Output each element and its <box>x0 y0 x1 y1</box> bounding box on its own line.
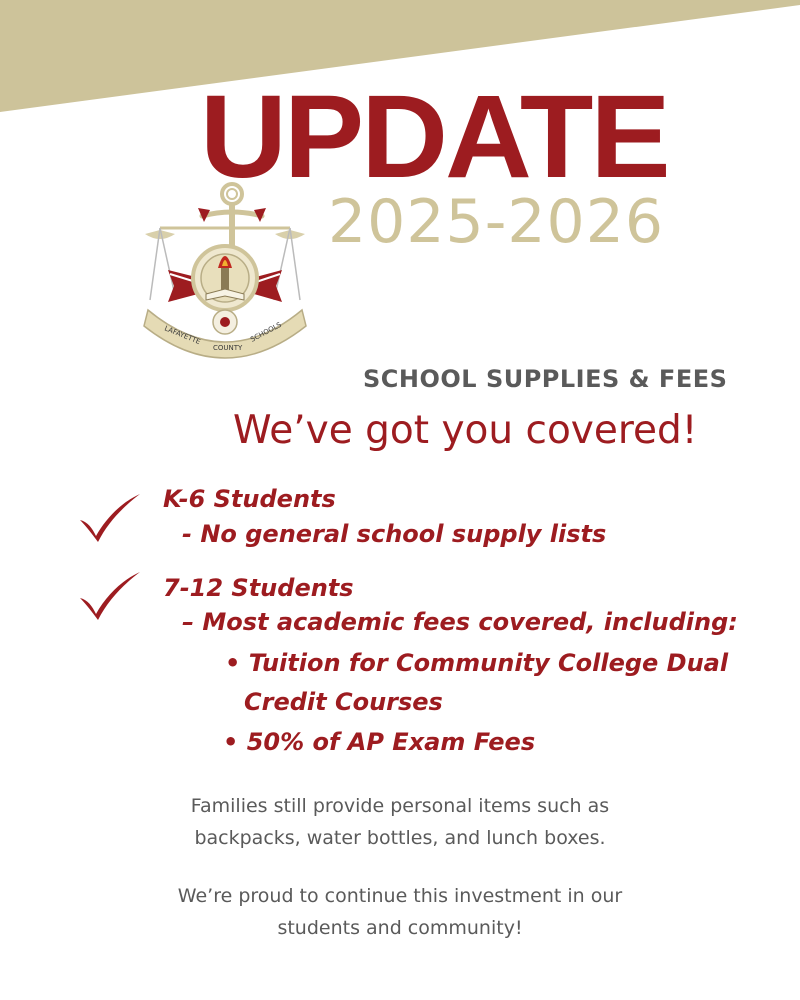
tagline: We’ve got you covered! <box>233 408 698 453</box>
svg-text:LAFAYETTE: LAFAYETTE <box>163 324 202 347</box>
grades-7-12-heading: 7-12 Students <box>163 574 354 602</box>
investment-note <box>120 880 680 945</box>
k6-heading: K-6 Students <box>163 485 336 513</box>
bullet-ap-fees: • 50% of AP Exam Fees <box>223 728 536 756</box>
school-crest-icon <box>140 178 310 368</box>
page-title: UPDATE <box>200 71 668 203</box>
families-note <box>120 790 680 855</box>
investment-note-line2: students and community! <box>277 917 523 940</box>
k6-detail: - No general school supply lists <box>182 520 607 548</box>
bullet-tuition-cont: Credit Courses <box>244 688 443 716</box>
bullet-tuition: • Tuition for Community College Dual <box>225 649 729 677</box>
section-subhead: SCHOOL SUPPLIES & FEES <box>363 365 728 393</box>
svg-text:COUNTY: COUNTY <box>213 344 243 352</box>
families-note-line2: backpacks, water bottles, and lunch boxes. <box>194 827 606 850</box>
checkmark-icon <box>78 492 142 544</box>
school-year: 2025-2026 <box>328 187 665 257</box>
investment-note-line1: We’re proud to continue this investment in our <box>177 885 623 907</box>
grades-7-12-detail: – Most academic fees covered, including: <box>182 608 738 636</box>
families-note-line1: Families still provide personal items such as <box>190 795 610 817</box>
checkmark-icon <box>78 570 142 622</box>
svg-text:SCHOOLS: SCHOOLS <box>249 320 283 344</box>
